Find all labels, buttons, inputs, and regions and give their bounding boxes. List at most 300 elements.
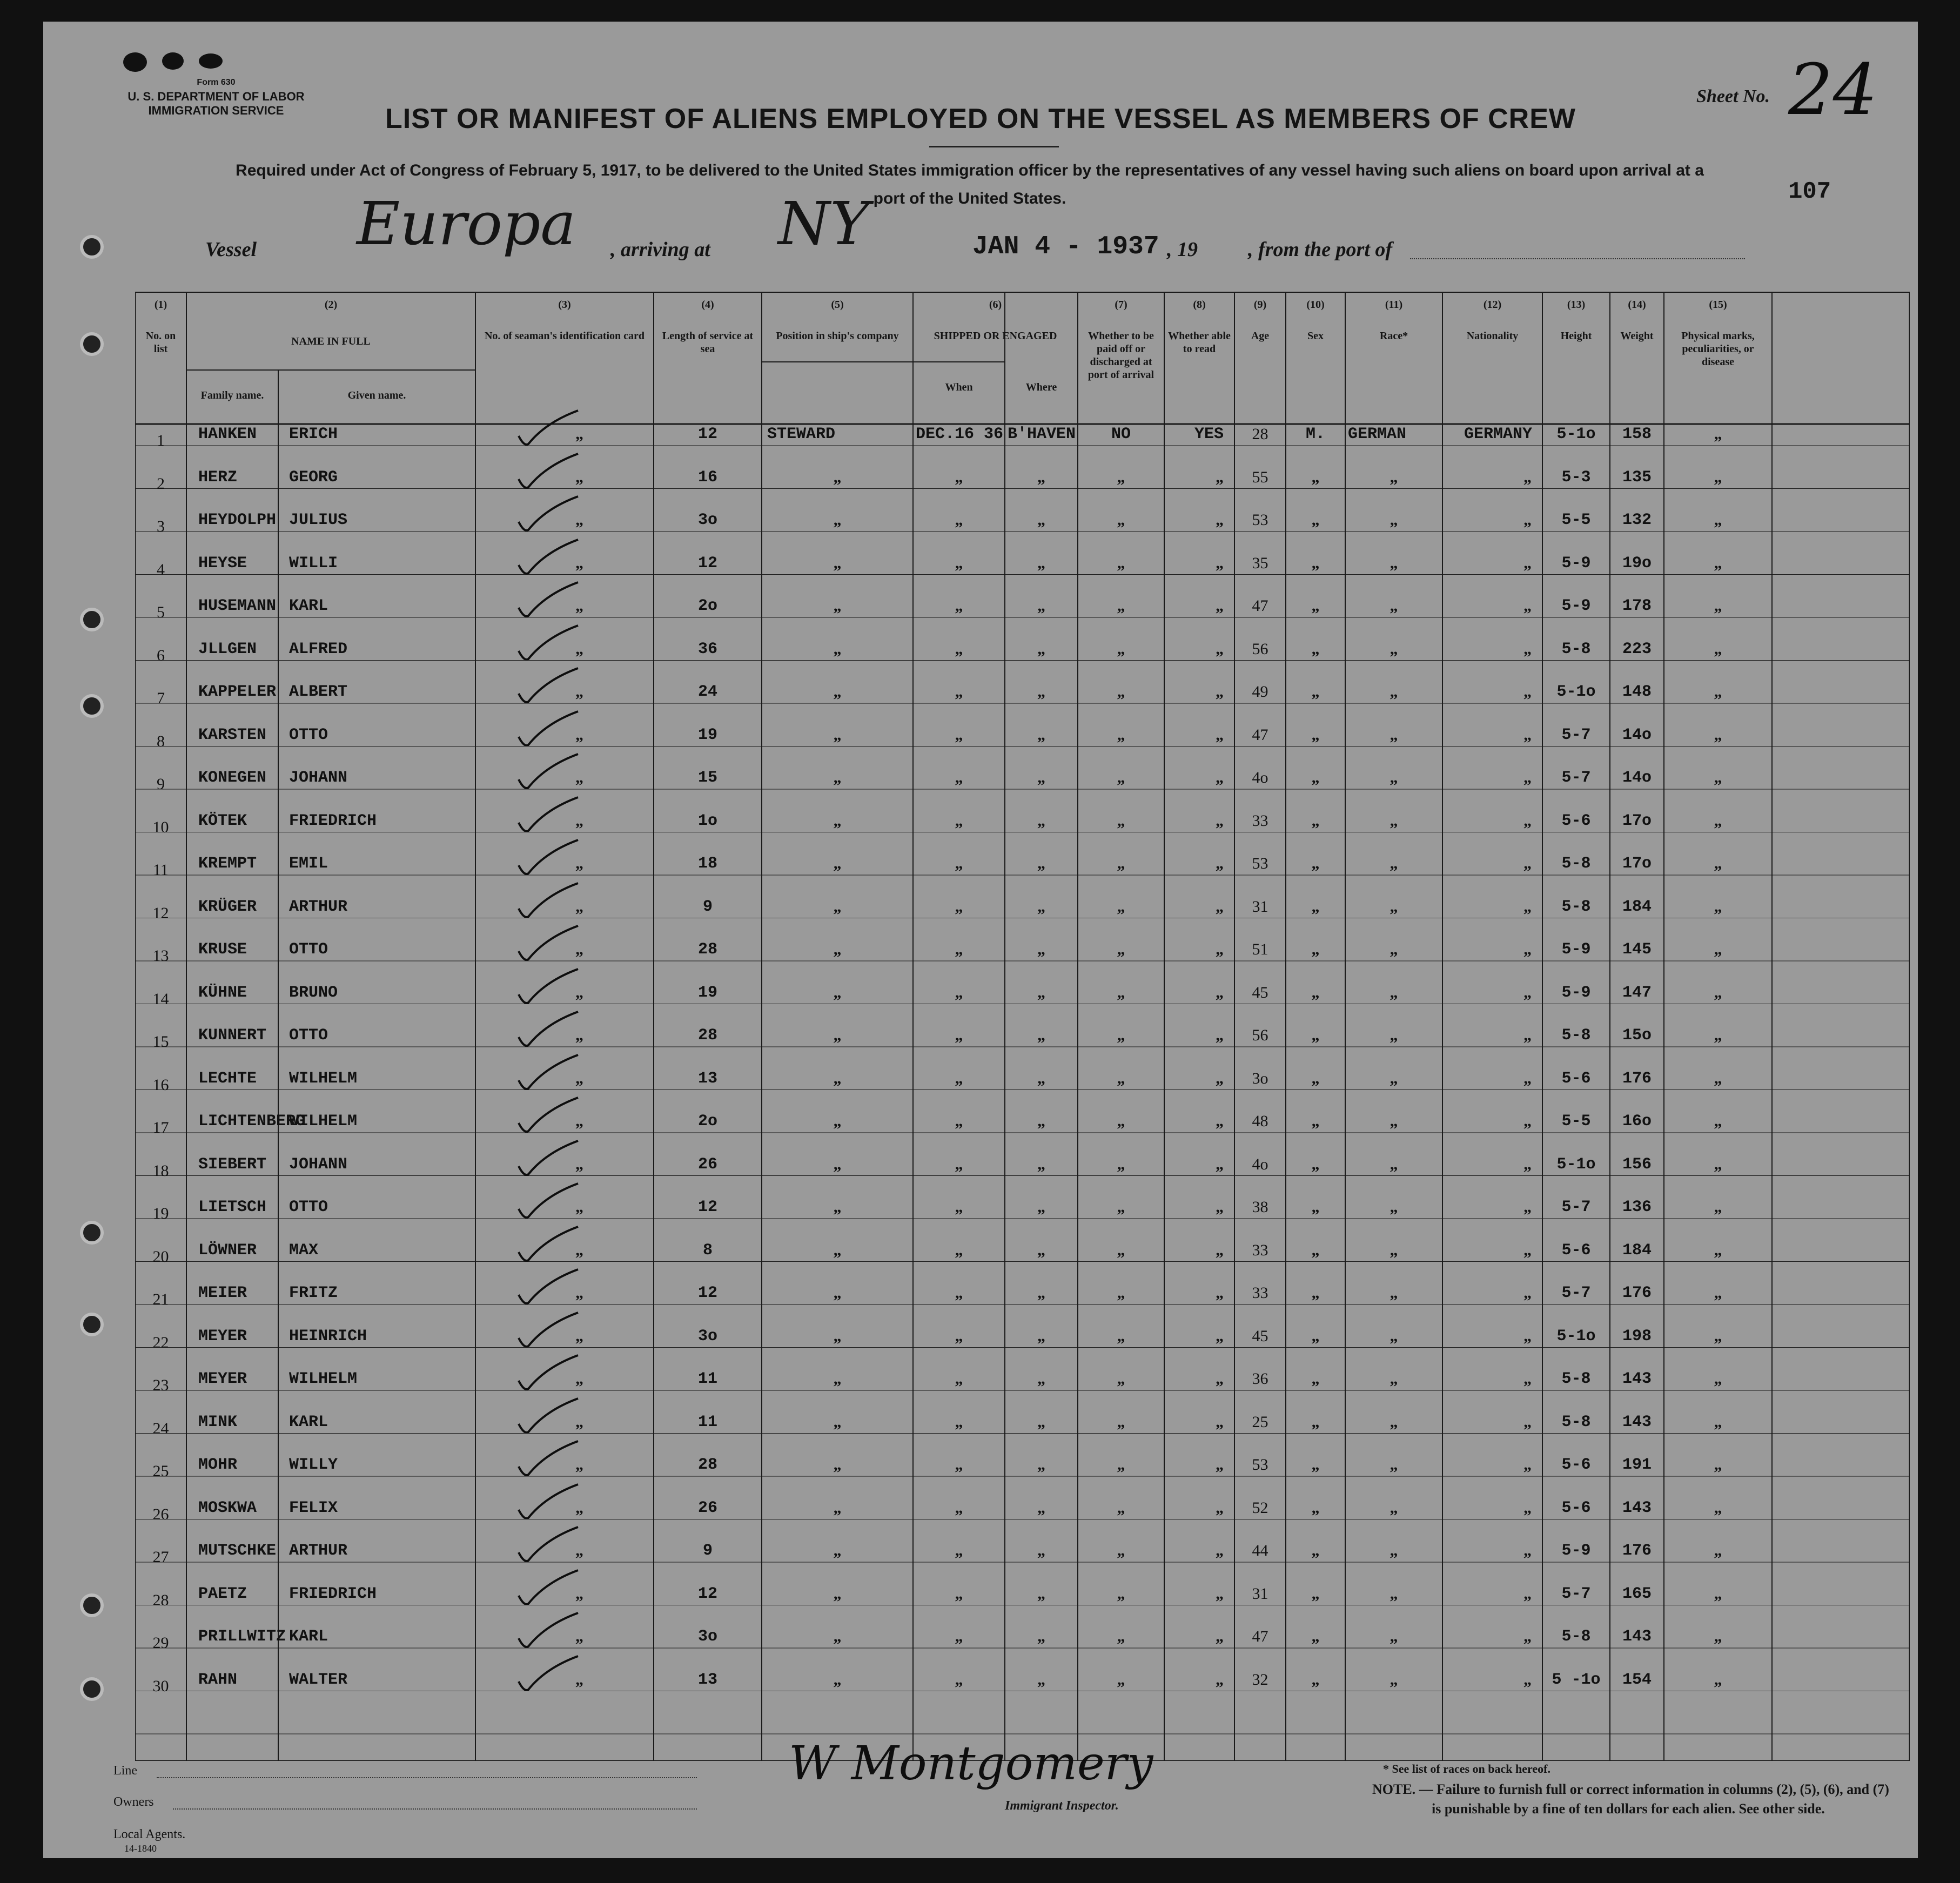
height: 5-8 <box>1561 897 1591 916</box>
able-to-read-ditto: „ <box>1216 640 1224 658</box>
able-to-read-ditto: „ <box>1216 725 1224 744</box>
paid-off-ditto: „ <box>1117 1584 1125 1603</box>
age: 47 <box>1252 1628 1268 1645</box>
column-header-when: When <box>945 381 973 393</box>
shipped-where-ditto: „ <box>1037 1498 1045 1517</box>
weight: 148 <box>1622 683 1652 701</box>
service-length: 9 <box>702 1542 713 1560</box>
service-length: 13 <box>697 1670 717 1689</box>
position: STEWARD <box>767 425 836 443</box>
nationality-ditto: „ <box>1523 511 1532 529</box>
vessel-label: Vessel <box>205 238 257 261</box>
weight: 16o <box>1622 1112 1652 1131</box>
sex-ditto: „ <box>1311 1498 1320 1517</box>
paid-off: NO <box>1111 425 1131 443</box>
column-number-c5: (5) <box>831 299 844 311</box>
vessel-line <box>205 189 1761 265</box>
race-ditto: „ <box>1390 1112 1398 1130</box>
race-ditto: „ <box>1390 769 1398 786</box>
id-card-ditto: „ <box>575 811 583 830</box>
shipped-when-ditto: „ <box>955 1284 963 1302</box>
sex-ditto: „ <box>1311 897 1320 916</box>
able-to-read-ditto: „ <box>1216 1069 1224 1087</box>
shipped-when-ditto: „ <box>955 1155 963 1173</box>
physical-marks-ditto: „ <box>1714 1026 1722 1044</box>
race-ditto: „ <box>1390 468 1398 486</box>
service-length: 15 <box>697 769 717 787</box>
paid-off-ditto: „ <box>1117 1498 1125 1517</box>
shipped-when-ditto: „ <box>955 554 963 572</box>
paid-off-ditto: „ <box>1117 1413 1125 1431</box>
position-ditto: „ <box>833 1498 842 1517</box>
weight: 143 <box>1622 1413 1652 1431</box>
race-ditto: „ <box>1390 1155 1398 1173</box>
given-name: KARL <box>289 1628 328 1646</box>
age: 33 <box>1252 1241 1268 1259</box>
department-name: U. S. DEPARTMENT OF LABOR <box>127 90 305 103</box>
able-to-read-ditto: „ <box>1216 1198 1224 1216</box>
nationality-ditto: „ <box>1523 725 1532 744</box>
row-number: 8 <box>157 732 165 750</box>
shipped-when-ditto: „ <box>955 1584 963 1603</box>
race-ditto: „ <box>1390 1198 1398 1216</box>
shipped-where-ditto: „ <box>1037 1370 1045 1388</box>
column-header-family-name: Family name. <box>200 389 264 401</box>
binding-hole <box>80 1677 104 1701</box>
local-agents-label: Local Agents. <box>113 1827 186 1841</box>
paid-off-ditto: „ <box>1117 468 1125 486</box>
height: 5-5 <box>1561 1112 1591 1131</box>
id-card-ditto: „ <box>575 855 583 872</box>
service-length: 3o <box>697 1327 717 1346</box>
column-number-c8: (8) <box>1193 299 1206 311</box>
binding-hole <box>80 1313 104 1336</box>
nationality-ditto: „ <box>1523 1413 1532 1431</box>
family-name: RAHN <box>198 1670 238 1689</box>
family-name: MUTSCHKE <box>198 1542 277 1560</box>
column-number-c15: (15) <box>1709 299 1727 311</box>
nationality-ditto: „ <box>1523 597 1532 615</box>
able-to-read-ditto: „ <box>1216 983 1224 1001</box>
physical-marks-ditto: „ <box>1714 1112 1722 1130</box>
weight: 132 <box>1622 511 1652 529</box>
service-length: 12 <box>697 1198 717 1216</box>
nationality-ditto: „ <box>1523 640 1532 658</box>
race-ditto: „ <box>1390 940 1398 958</box>
id-card-ditto: „ <box>575 468 583 486</box>
family-name: MINK <box>198 1413 238 1431</box>
nationality-ditto: „ <box>1523 1284 1532 1302</box>
shipped-where-ditto: „ <box>1037 855 1045 872</box>
height: 5-1o <box>1556 425 1596 443</box>
row-number: 23 <box>152 1376 169 1394</box>
sex-ditto: „ <box>1311 1370 1320 1388</box>
weight: 176 <box>1622 1069 1652 1088</box>
family-name: LIETSCH <box>198 1198 267 1216</box>
weight: 156 <box>1622 1155 1652 1174</box>
physical-marks-ditto: „ <box>1714 855 1722 872</box>
column-number-c12: (12) <box>1483 299 1502 311</box>
column-number-c3: (3) <box>558 299 571 311</box>
id-card-ditto: „ <box>575 640 583 658</box>
given-name: OTTO <box>289 1198 328 1216</box>
family-name: KREMPT <box>198 855 257 873</box>
shipped-where-ditto: „ <box>1037 897 1045 916</box>
family-name: MEYER <box>198 1327 247 1346</box>
sex-ditto: „ <box>1311 1670 1320 1689</box>
id-card-ditto: „ <box>575 1584 583 1603</box>
family-name: SIEBERT <box>198 1155 267 1174</box>
race-ditto: „ <box>1390 1498 1398 1517</box>
physical-marks-ditto: „ <box>1714 1628 1722 1645</box>
able-to-read-ditto: „ <box>1216 1413 1224 1431</box>
shipped-where: B'HAVEN <box>1008 425 1076 443</box>
sex-ditto: „ <box>1311 597 1320 615</box>
weight: 147 <box>1622 983 1652 1002</box>
given-name: WILLY <box>289 1456 338 1474</box>
given-name: WILHELM <box>289 1069 358 1088</box>
race-ditto: „ <box>1390 1026 1398 1044</box>
arriving-label: , arriving at <box>610 238 710 261</box>
able-to-read-ditto: „ <box>1216 683 1224 701</box>
paid-off-ditto: „ <box>1117 1327 1125 1345</box>
weight: 135 <box>1622 468 1652 487</box>
shipped-where-ditto: „ <box>1037 511 1045 529</box>
race-ditto: „ <box>1390 1413 1398 1431</box>
row-number: 11 <box>153 861 169 879</box>
weight: 14o <box>1622 725 1652 744</box>
position-ditto: „ <box>833 468 842 486</box>
paid-off-ditto: „ <box>1117 1456 1125 1474</box>
height: 5-9 <box>1561 983 1591 1002</box>
race-ditto: „ <box>1390 1670 1398 1689</box>
shipped-when-ditto: „ <box>955 1069 963 1087</box>
line-field <box>157 1777 697 1778</box>
column-header-name-in-full: NAME IN FULL <box>291 335 371 347</box>
able-to-read-ditto: „ <box>1216 511 1224 529</box>
crew-manifest-table <box>135 292 1910 1761</box>
sex-ditto: „ <box>1311 811 1320 830</box>
id-card-ditto: „ <box>575 1112 583 1130</box>
shipped-where-ditto: „ <box>1037 683 1045 701</box>
id-card-ditto: „ <box>575 1241 583 1259</box>
sex-ditto: „ <box>1311 683 1320 701</box>
height: 5-8 <box>1561 1026 1591 1045</box>
race-ditto: „ <box>1390 1456 1398 1474</box>
service-length: 12 <box>697 1284 717 1302</box>
row-number: 22 <box>152 1333 169 1351</box>
row-number: 20 <box>152 1247 169 1266</box>
family-name: HEYDOLPH <box>198 511 277 529</box>
weight: 19o <box>1622 554 1652 573</box>
shipped-when-ditto: „ <box>955 1241 963 1259</box>
position-ditto: „ <box>833 983 842 1001</box>
position-ditto: „ <box>833 1456 842 1474</box>
id-card-ditto: „ <box>575 425 583 443</box>
race-ditto: „ <box>1390 1069 1398 1087</box>
service-length: 36 <box>697 640 717 658</box>
height: 5-7 <box>1561 1284 1591 1302</box>
sex-ditto: „ <box>1311 725 1320 744</box>
physical-marks-ditto: „ <box>1714 983 1722 1001</box>
height: 5-7 <box>1561 1584 1591 1603</box>
binding-hole <box>80 1593 104 1617</box>
shipped-where-ditto: „ <box>1037 1198 1045 1216</box>
id-card-ditto: „ <box>575 1670 583 1689</box>
weight: 223 <box>1622 640 1652 658</box>
age: 31 <box>1252 1584 1268 1603</box>
position-ditto: „ <box>833 1198 842 1216</box>
nationality-ditto: „ <box>1523 468 1532 486</box>
age: 47 <box>1252 597 1268 615</box>
shipped-when-ditto: „ <box>955 1370 963 1388</box>
family-name: KONEGEN <box>198 769 267 787</box>
able-to-read-ditto: „ <box>1216 1241 1224 1259</box>
physical-marks-ditto: „ <box>1714 1284 1722 1302</box>
shipped-where-ditto: „ <box>1037 811 1045 830</box>
row-number: 21 <box>152 1290 169 1308</box>
nationality-ditto: „ <box>1523 1542 1532 1559</box>
shipped-where-ditto: „ <box>1037 1026 1045 1044</box>
nationality-ditto: „ <box>1523 1456 1532 1474</box>
id-card-ditto: „ <box>575 983 583 1001</box>
weight: 14o <box>1622 769 1652 787</box>
service-length: 13 <box>697 1069 717 1088</box>
given-name: GEORG <box>289 468 338 487</box>
able-to-read-ditto: „ <box>1216 1155 1224 1173</box>
given-name: EMIL <box>289 855 328 873</box>
service-length: 9 <box>702 897 713 916</box>
paid-off-ditto: „ <box>1117 1026 1125 1044</box>
paid-off-ditto: „ <box>1117 940 1125 958</box>
age: 3o <box>1252 1069 1268 1087</box>
able-to-read-ditto: „ <box>1216 1370 1224 1388</box>
height: 5-9 <box>1561 940 1591 959</box>
column-number-c1: (1) <box>154 299 167 311</box>
shipped-when-ditto: „ <box>955 725 963 744</box>
binding-hole <box>80 694 104 718</box>
service-length: 8 <box>702 1241 713 1260</box>
given-name: BRUNO <box>289 983 338 1002</box>
age: 51 <box>1252 940 1268 958</box>
column-header-c15: Physical marks, peculiarities, or disease <box>1681 330 1755 368</box>
sex-ditto: „ <box>1311 1413 1320 1431</box>
column-number-c6: (6) <box>989 299 1002 311</box>
paid-off-ditto: „ <box>1117 1284 1125 1302</box>
shipped-where-ditto: „ <box>1037 1413 1045 1431</box>
binding-hole <box>80 608 104 631</box>
position-ditto: „ <box>833 769 842 786</box>
page-title: LIST OR MANIFEST OF ALIENS EMPLOYED ON THE VESSEL AS MEMBERS OF CREW <box>385 103 1576 134</box>
weight: 17o <box>1622 811 1652 830</box>
position-ditto: „ <box>833 1284 842 1302</box>
column-number-c10: (10) <box>1306 299 1325 311</box>
race-ditto: „ <box>1390 725 1398 744</box>
height: 5-9 <box>1561 554 1591 573</box>
position-ditto: „ <box>833 897 842 916</box>
position-ditto: „ <box>833 1155 842 1173</box>
shipped-when-ditto: „ <box>955 1542 963 1559</box>
service-length: 12 <box>697 425 717 443</box>
service-length: 3o <box>697 1628 717 1646</box>
height: 5-8 <box>1561 1413 1591 1431</box>
height: 5-3 <box>1561 468 1591 487</box>
sex-ditto: „ <box>1311 1069 1320 1087</box>
nationality-ditto: „ <box>1523 811 1532 830</box>
family-name: KRUSE <box>198 940 247 959</box>
sex-ditto: „ <box>1311 554 1320 572</box>
id-card-ditto: „ <box>575 940 583 958</box>
year-label: , 19 <box>1167 238 1198 261</box>
physical-marks-ditto: „ <box>1714 1069 1722 1087</box>
age: 25 <box>1252 1413 1268 1431</box>
age: 44 <box>1252 1542 1268 1559</box>
sex-ditto: „ <box>1311 1112 1320 1130</box>
physical-marks-ditto: „ <box>1714 468 1722 486</box>
fine-notice-1: NOTE. — Failure to furnish full or correct information in columns (2), (5), (6), and (7) <box>1372 1781 1889 1797</box>
row-number: 9 <box>157 775 165 793</box>
shipped-when-ditto: „ <box>955 769 963 786</box>
age: 45 <box>1252 1327 1268 1345</box>
shipped-when-ditto: „ <box>955 983 963 1001</box>
position-ditto: „ <box>833 597 842 615</box>
service-length: 3o <box>697 511 717 529</box>
able-to-read-ditto: „ <box>1216 1628 1224 1645</box>
race-ditto: „ <box>1390 597 1398 615</box>
column-header-c11: Race* <box>1379 330 1408 342</box>
row-number: 2 <box>157 474 165 493</box>
position-ditto: „ <box>833 1112 842 1130</box>
shipped-when-ditto: „ <box>955 1198 963 1216</box>
row-number: 28 <box>152 1591 169 1609</box>
weight: 143 <box>1622 1370 1652 1388</box>
physical-marks-ditto: „ <box>1714 897 1722 916</box>
race-ditto: „ <box>1390 511 1398 529</box>
able-to-read-ditto: „ <box>1216 1026 1224 1044</box>
column-header-c1: No. on list <box>145 330 176 355</box>
row-number: 7 <box>157 689 165 707</box>
sex-ditto: „ <box>1311 511 1320 529</box>
column-header-c10: Sex <box>1307 330 1324 342</box>
sex-ditto: „ <box>1311 769 1320 786</box>
age: 31 <box>1252 897 1268 916</box>
id-card-ditto: „ <box>575 1198 583 1216</box>
given-name: FELIX <box>289 1498 338 1517</box>
id-card-ditto: „ <box>575 725 583 744</box>
able-to-read-ditto: „ <box>1216 1112 1224 1130</box>
able-to-read-ditto: „ <box>1216 1456 1224 1474</box>
sex-ditto: „ <box>1311 1241 1320 1259</box>
shipped-where-ditto: „ <box>1037 1456 1045 1474</box>
row-number: 12 <box>152 904 169 922</box>
position-ditto: „ <box>833 1670 842 1689</box>
arriving-port: NY <box>778 189 869 258</box>
weight: 145 <box>1622 940 1652 959</box>
position-ditto: „ <box>833 554 842 572</box>
given-name: ALFRED <box>289 640 348 658</box>
row-number: 6 <box>157 646 165 664</box>
shipped-when: DEC.16 36 <box>916 425 1004 443</box>
id-card-ditto: „ <box>575 769 583 786</box>
sex-ditto: „ <box>1311 1198 1320 1216</box>
height: 5-8 <box>1561 1370 1591 1388</box>
able-to-read-ditto: „ <box>1216 1498 1224 1517</box>
page-number: 107 <box>1788 178 1831 205</box>
shipped-where-ditto: „ <box>1037 1327 1045 1345</box>
column-header-c7: Whether to be paid off or discharged at port of arrival <box>1088 330 1154 381</box>
weight: 184 <box>1622 1241 1652 1260</box>
paid-off-ditto: „ <box>1117 769 1125 786</box>
physical-marks-ditto: „ <box>1714 769 1722 786</box>
column-header-given-name: Given name. <box>347 389 406 401</box>
column-header-shipped-engaged: SHIPPED OR ENGAGED <box>934 330 1057 342</box>
nationality-ditto: „ <box>1523 1370 1532 1388</box>
physical-marks-ditto: „ <box>1714 554 1722 572</box>
age: 36 <box>1252 1370 1268 1388</box>
id-card-ditto: „ <box>575 683 583 701</box>
paid-off-ditto: „ <box>1117 640 1125 658</box>
sex-ditto: „ <box>1311 1155 1320 1173</box>
column-header-c9: Age <box>1251 330 1270 342</box>
age: 32 <box>1252 1670 1268 1689</box>
paid-off-ditto: „ <box>1117 683 1125 701</box>
id-card-ditto: „ <box>575 897 583 916</box>
race-ditto: „ <box>1390 683 1398 701</box>
weight: 178 <box>1622 597 1652 615</box>
service-length: 2o <box>697 597 717 615</box>
column-number-c4: (4) <box>701 299 714 311</box>
given-name: OTTO <box>289 940 328 959</box>
shipped-where-ditto: „ <box>1037 1584 1045 1603</box>
shipped-where-ditto: „ <box>1037 1069 1045 1087</box>
service-name: IMMIGRATION SERVICE <box>148 104 284 117</box>
able-to-read-ditto: „ <box>1216 1327 1224 1345</box>
sex-ditto: „ <box>1311 983 1320 1001</box>
family-name: KÜHNE <box>198 983 247 1002</box>
service-length: 28 <box>697 940 717 959</box>
position-ditto: „ <box>833 1327 842 1345</box>
port-underline <box>1410 258 1745 259</box>
sheet-number-value: 24 <box>1788 49 1878 131</box>
shipped-where-ditto: „ <box>1037 1284 1045 1302</box>
id-card-ditto: „ <box>575 1155 583 1173</box>
family-name: MOSKWA <box>198 1498 257 1517</box>
weight: 198 <box>1622 1327 1652 1346</box>
able-to-read-ditto: „ <box>1216 897 1224 916</box>
nationality-ditto: „ <box>1523 940 1532 958</box>
sex-ditto: „ <box>1311 1327 1320 1345</box>
weight: 154 <box>1622 1670 1652 1689</box>
paid-off-ditto: „ <box>1117 1198 1125 1216</box>
race-footnote: * See list of races on back hereof. <box>1383 1762 1550 1776</box>
column-header-c12: Nationality <box>1466 330 1519 342</box>
physical-marks-ditto: „ <box>1714 425 1722 443</box>
race-ditto: „ <box>1390 1284 1398 1302</box>
given-name: MAX <box>289 1241 319 1260</box>
age: 38 <box>1252 1198 1268 1216</box>
physical-marks-ditto: „ <box>1714 1241 1722 1259</box>
given-name: KARL <box>289 597 328 615</box>
binding-hole <box>80 1221 104 1245</box>
row-number: 19 <box>152 1205 169 1222</box>
shipped-when-ditto: „ <box>955 1456 963 1474</box>
physical-marks-ditto: „ <box>1714 1670 1722 1689</box>
shipped-when-ditto: „ <box>955 468 963 486</box>
shipped-where-ditto: „ <box>1037 640 1045 658</box>
able-to-read-ditto: „ <box>1216 554 1224 572</box>
service-length: 19 <box>697 725 717 744</box>
sex-ditto: „ <box>1311 1584 1320 1603</box>
